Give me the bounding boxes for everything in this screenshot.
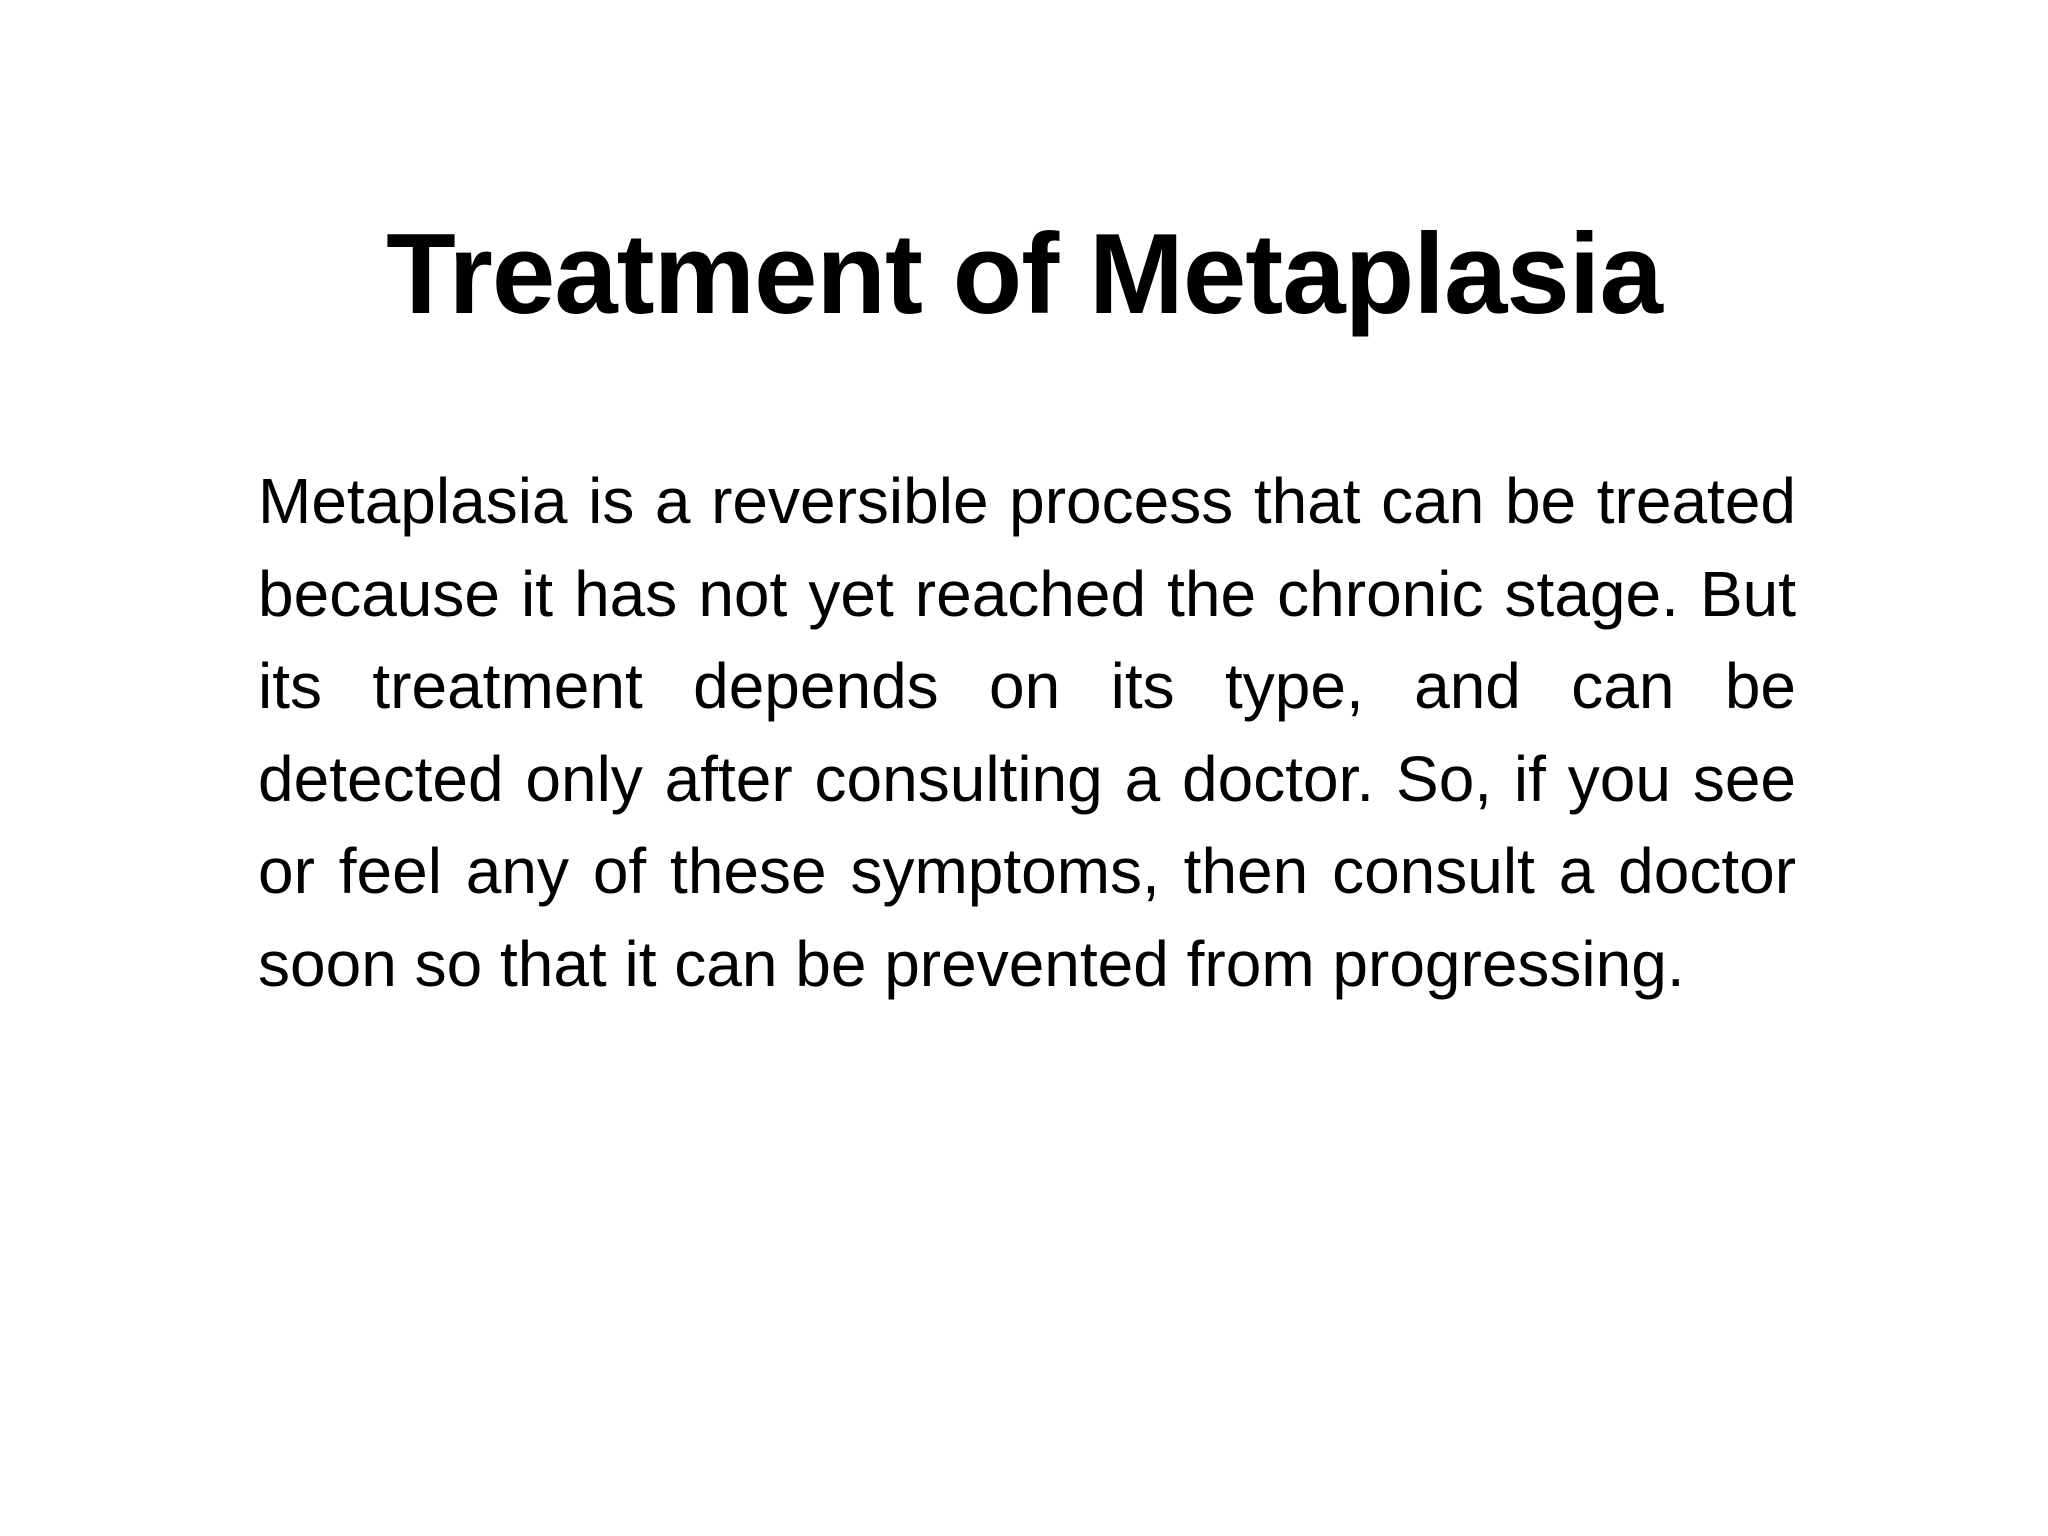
slide-body-text: Metaplasia is a reversible process that can be treated because it has not yet reached the chronic stage. But its treatment depends on its type, and can be detected only after consulting a doctor. So, if you see or feel any of these symptoms, then consult a doctor soon so that it can be prevented from progressing. — [258, 465, 1796, 1000]
slide-title: Treatment of Metaplasia — [386, 211, 1662, 338]
